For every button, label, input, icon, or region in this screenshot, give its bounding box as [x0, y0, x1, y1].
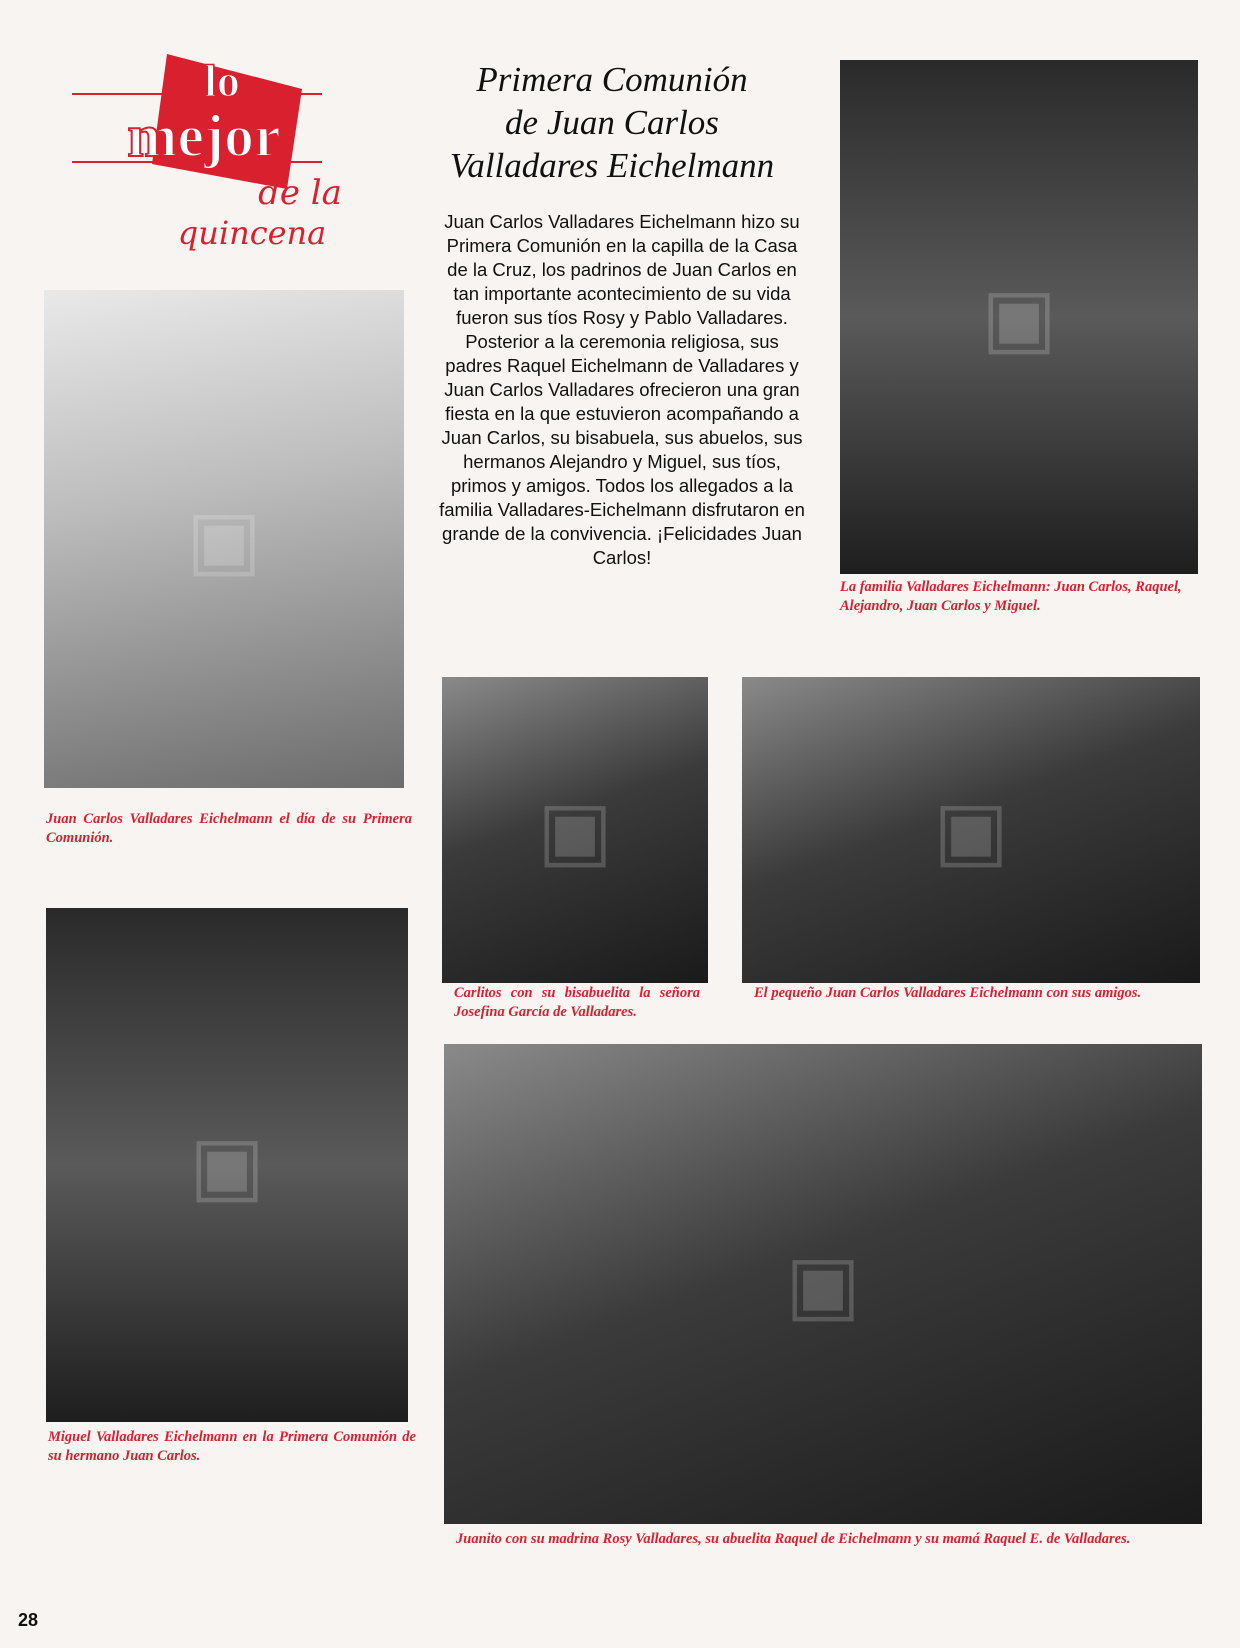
- logo-word-dela: de la: [258, 173, 342, 213]
- caption-amigos: El pequeño Juan Carlos Valladares Eichelmann con sus amigos.: [754, 985, 1142, 1001]
- logo-word-quincena: quincena: [177, 214, 327, 252]
- photo-amigos: [742, 677, 1200, 983]
- photo-juan-carlos: [44, 290, 404, 788]
- caption-juan-carlos: Juan Carlos Valladares Eichelmann el día de su Primera Comunión.: [46, 811, 412, 846]
- caption-carlitos: Carlitos con su bisabuelita la señora Josefina García de Valladares.: [454, 985, 700, 1020]
- photo-placeholder-icon: ▣: [189, 1120, 265, 1210]
- article-title: [412, 58, 812, 187]
- article-title-line-3: Valladares Eichelmann: [449, 146, 775, 185]
- photo-miguel: [46, 908, 408, 1422]
- photo-placeholder-icon: ▣: [785, 1239, 861, 1329]
- caption-family: La familia Valladares Eichelmann: Juan Carlos, Raquel, Alejandro, Juan Carlos y Miguel.: [840, 579, 1182, 614]
- photo-placeholder-icon: ▣: [933, 785, 1009, 875]
- article-title-line-1: Primera Comunión: [476, 60, 748, 99]
- page-number: 28: [18, 1610, 39, 1630]
- photo-family: [840, 60, 1198, 574]
- photo-placeholder-icon: ▣: [537, 785, 613, 875]
- logo-word-lo: lo: [204, 55, 240, 106]
- logo-graphic: [72, 44, 372, 254]
- caption-miguel: Miguel Valladares Eichelmann en la Primera Comunión de su hermano Juan Carlos.: [48, 1429, 416, 1464]
- section-logo: [72, 44, 372, 254]
- photo-placeholder-icon: ▣: [186, 494, 262, 584]
- logo-word-mejor: mejor: [127, 103, 281, 169]
- photo-placeholder-icon: ▣: [981, 272, 1057, 362]
- photo-juanito: [444, 1044, 1202, 1524]
- caption-juanito: Juanito con su madrina Rosy Valladares, su abuelita Raquel de Eichelmann y su mamá Raquel E. de Valladares.: [456, 1531, 1131, 1547]
- article-title-line-2: de Juan Carlos: [505, 103, 719, 142]
- photo-carlitos: [442, 677, 708, 983]
- article-body: Juan Carlos Valladares Eichelmann hizo su Primera Comunión en la capilla de la Casa de la Cruz, los padrinos de Juan Carlos en tan importante acontecimiento de su vida fueron sus tíos Rosy y Pablo Valladares. Posterior a la ceremonia religiosa, sus padres Raquel Eichelmann de Valladares y Juan Carlos Valladares ofrecieron una gran fiesta en la que estuvieron acompañando a Juan Carlos, su bisabuela, sus abuelos, sus hermanos Alejandro y Miguel, sus tíos, primos y amigos. Todos los allegados a la familia Valladares-Eichelmann disfrutaron en grande de la convivencia. ¡Felicidades Juan Carlos!: [439, 211, 805, 568]
